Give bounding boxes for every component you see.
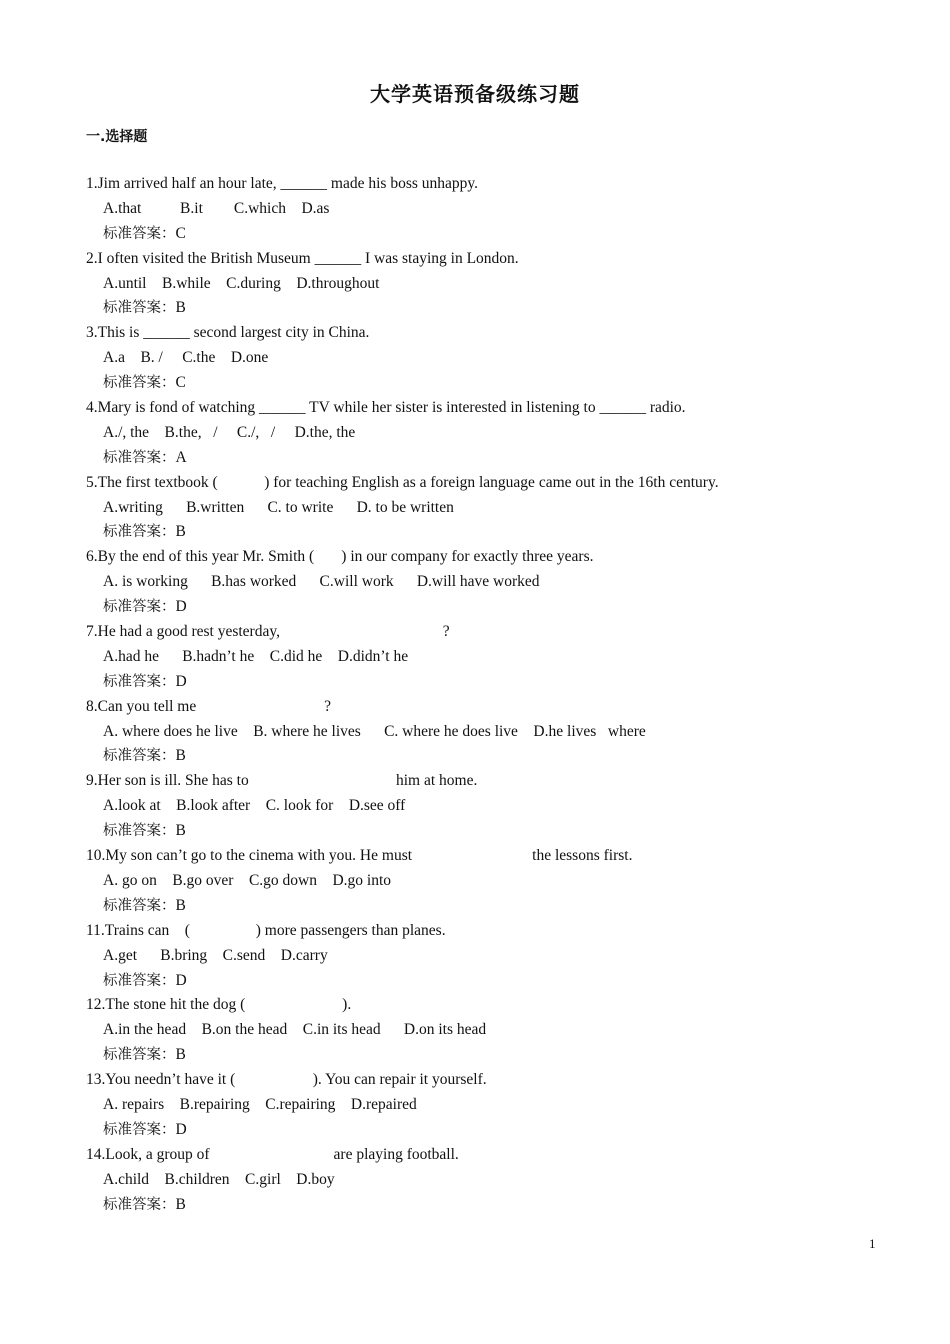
answer-line	[86, 296, 886, 321]
question-text: 8.Can you tell me ?	[86, 697, 331, 715]
question-item	[86, 769, 886, 844]
question-options: A. where does he live B. where he lives C. where he does live D.he lives where	[103, 722, 646, 740]
answer-label: 标准答案：	[103, 673, 176, 690]
answer-value: B	[175, 299, 186, 317]
question-options: A.in the head B.on the head C.in its head D.on its head	[103, 1021, 487, 1039]
answer-value: B	[175, 747, 186, 765]
question-item	[86, 919, 886, 994]
answer-line	[86, 670, 886, 695]
page-number: 1	[869, 1236, 876, 1251]
question-item	[86, 172, 886, 247]
section-heading: 一.选择题	[86, 129, 148, 145]
question-text: 13.You needn’t have it ( ). You can repair it yourself.	[86, 1071, 487, 1089]
answer-line	[86, 744, 886, 769]
answer-label: 标准答案：	[103, 524, 176, 541]
answer-line	[86, 969, 886, 994]
question-options: A.had he B.hadn’t he C.did he D.didn’t he	[103, 647, 409, 665]
answer-line	[86, 1118, 886, 1143]
answer-line	[86, 1193, 886, 1218]
answer-label: 标准答案：	[103, 1196, 176, 1213]
question-text: 12.The stone hit the dog ( ).	[86, 996, 352, 1014]
question-options: A.that B.it C.which D.as	[103, 199, 330, 217]
answer-label: 标准答案：	[103, 1047, 176, 1064]
answer-line	[86, 819, 886, 844]
answer-value: D	[175, 1120, 187, 1138]
question-item	[86, 993, 886, 1068]
question-options: A. repairs B.repairing C.repairing D.repaired	[103, 1095, 417, 1113]
answer-line	[86, 595, 886, 620]
answer-label: 标准答案：	[103, 225, 176, 242]
answer-line	[86, 1043, 886, 1068]
page-title: 大学英语预备级练习题	[370, 82, 580, 106]
answer-value: D	[175, 598, 187, 616]
question-options: A.until B.while C.during D.throughout	[103, 274, 380, 292]
question-item	[86, 844, 886, 919]
question-item	[86, 1143, 886, 1218]
question-item	[86, 695, 886, 770]
answer-value: B	[175, 822, 186, 840]
question-options: A. is working B.has worked C.will work D.will have worked	[103, 573, 540, 591]
question-text: 4.Mary is fond of watching ______ TV while her sister is interested in listening to ______ radio.	[86, 399, 686, 417]
answer-label: 标准答案：	[103, 748, 176, 765]
question-options: A.child B.children C.girl D.boy	[103, 1170, 335, 1188]
question-item	[86, 247, 886, 322]
question-item	[86, 620, 886, 695]
question-options: A. go on B.go over C.go down D.go into	[103, 871, 392, 889]
question-text: 5.The first textbook ( ) for teaching English as a foreign language came out in the 16th century.	[86, 473, 719, 491]
question-text: 11.Trains can ( ) more passengers than planes.	[86, 921, 446, 939]
question-text: 3.This is ______ second largest city in China.	[86, 324, 370, 342]
answer-label: 标准答案：	[103, 897, 176, 914]
answer-value: A	[175, 448, 187, 466]
question-list	[86, 172, 886, 1217]
answer-line	[86, 894, 886, 919]
question-item	[86, 1068, 886, 1143]
answer-value: B	[175, 896, 186, 914]
answer-value: D	[175, 672, 187, 690]
answer-value: B	[175, 1195, 186, 1213]
answer-label: 标准答案：	[103, 300, 176, 317]
answer-label: 标准答案：	[103, 599, 176, 616]
question-item	[86, 471, 886, 546]
answer-value: C	[175, 374, 186, 392]
question-text: 6.By the end of this year Mr. Smith ( ) in our company for exactly three years.	[86, 548, 594, 566]
question-options: A.writing B.written C. to write D. to be written	[103, 498, 454, 516]
question-item	[86, 545, 886, 620]
answer-value: B	[175, 1046, 186, 1064]
question-options: A.look at B.look after C. look for D.see off	[103, 797, 406, 815]
answer-value: D	[175, 971, 187, 989]
question-text: 10.My son can’t go to the cinema with you. He must the lessons first.	[86, 847, 633, 865]
question-text: 7.He had a good rest yesterday, ?	[86, 623, 450, 641]
answer-line	[86, 222, 886, 247]
question-text: 1.Jim arrived half an hour late, ______ made his boss unhappy.	[86, 175, 479, 192]
question-text: 9.Her son is ill. She has to him at home.	[86, 772, 478, 790]
question-options: A./, the B.the, / C./, / D.the, the	[103, 423, 356, 441]
question-options: A.get B.bring C.send D.carry	[103, 946, 328, 964]
question-item	[86, 396, 886, 471]
answer-value: C	[175, 224, 186, 242]
question-options: A.a B. / C.the D.one	[103, 349, 269, 367]
question-item	[86, 321, 886, 396]
question-text: 14.Look, a group of are playing football.	[86, 1145, 459, 1163]
answer-line	[86, 446, 886, 471]
answer-label: 标准答案：	[103, 449, 176, 466]
answer-line	[86, 520, 886, 545]
answer-label: 标准答案：	[103, 1121, 176, 1138]
answer-label: 标准答案：	[103, 375, 176, 392]
answer-label: 标准答案：	[103, 823, 176, 840]
answer-line	[86, 371, 886, 396]
answer-value: B	[175, 523, 186, 541]
answer-label: 标准答案：	[103, 972, 176, 989]
question-text: 2.I often visited the British Museum ______ I was staying in London.	[86, 249, 519, 267]
